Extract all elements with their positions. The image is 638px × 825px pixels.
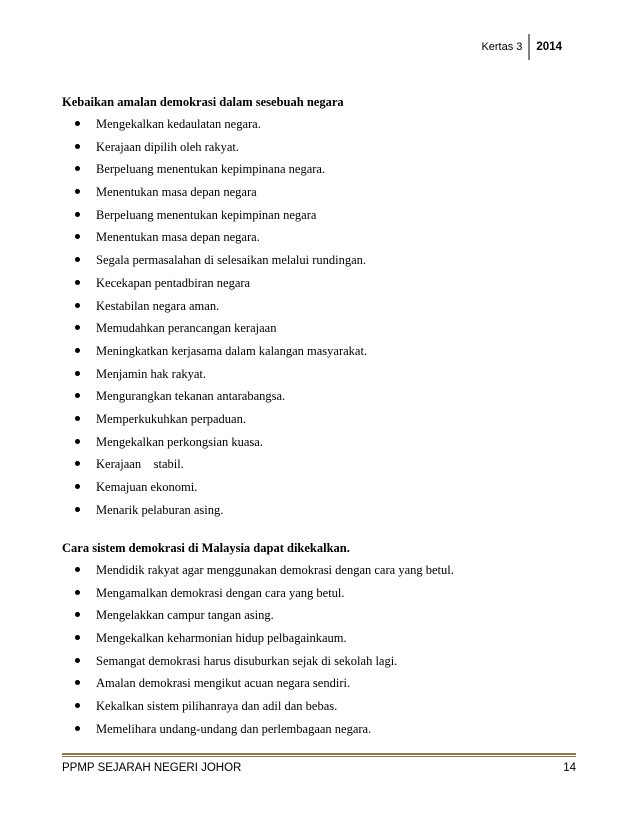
list-item (62, 366, 367, 389)
bullet-icon (75, 144, 80, 149)
list-item-text: Meningkatkan kerjasama dalam kalangan masyarakat. (96, 343, 368, 358)
bullet-icon (75, 703, 80, 708)
bullet-icon (75, 348, 80, 353)
list-item (62, 585, 454, 608)
section-1-list (62, 116, 367, 524)
list-item (62, 411, 367, 434)
list-item-text: Amalan demokrasi mengikut acuan negara sendiri. (96, 676, 351, 691)
bullet-icon (75, 680, 80, 685)
section-2-title: Cara sistem demokrasi di Malaysia dapat dikekalkan. (62, 541, 350, 555)
bullet-icon (75, 507, 80, 512)
bullet-icon (75, 484, 80, 489)
list-item-text: Kecekapan pentadbiran negara (96, 275, 251, 290)
section-1-title: Kebaikan amalan demokrasi dalam sesebuah negara (62, 95, 344, 109)
bullet-icon (75, 371, 80, 376)
bullet-icon (75, 590, 80, 595)
list-item (62, 298, 367, 321)
page-footer (62, 762, 576, 774)
bullet-icon (75, 189, 80, 194)
list-item (62, 320, 367, 343)
footer-rule (62, 753, 576, 755)
list-item-text: Kestabilan negara aman. (96, 298, 220, 313)
bullet-icon (75, 439, 80, 444)
list-item (62, 252, 367, 275)
list-item (62, 653, 454, 676)
list-item-text: Berpeluang menentukan kepimpinan negara (96, 207, 317, 222)
list-item (62, 721, 454, 744)
bullet-icon (75, 461, 80, 466)
list-item-text: Memudahkan perancangan kerajaan (96, 321, 277, 336)
list-item-text: Memperkukuhkan perpaduan. (96, 411, 246, 426)
list-item-text: Menjamin hak rakyat. (96, 366, 207, 381)
list-item-text: Menarik pelaburan asing. (96, 502, 224, 517)
list-item-text: Mengekalkan perkongsian kuasa. (96, 434, 263, 449)
bullet-icon (75, 393, 80, 398)
list-item (62, 388, 367, 411)
list-item-text: Mengekalkan kedaulatan negara. (96, 117, 261, 131)
list-item-text: Menentukan masa depan negara (96, 185, 257, 200)
list-item-text: Kerajaan stabil. (96, 457, 184, 472)
bullet-icon (75, 567, 80, 572)
list-item (62, 479, 367, 502)
list-item (62, 229, 367, 252)
list-item-text: Mendidik rakyat agar menggunakan demokrasi dengan cara yang betul. (96, 563, 454, 577)
bullet-icon (75, 612, 80, 617)
list-item-text: Memelihara undang-undang dan perlembagaan negara. (96, 721, 372, 736)
bullet-icon (75, 257, 80, 262)
list-item (62, 607, 454, 630)
bullet-icon (75, 726, 80, 731)
section-2-list (62, 562, 454, 744)
list-item (62, 116, 367, 139)
list-item-text: Kerajaan dipilih oleh rakyat. (96, 139, 239, 154)
header-paper-label: Kertas 3 (481, 41, 523, 53)
footer-title: PPMP SEJARAH NEGERI JOHOR (62, 762, 242, 774)
bullet-icon (75, 325, 80, 330)
list-item (62, 184, 367, 207)
list-item-text: Segala permasalahan di selesaikan melalui rundingan. (96, 253, 367, 268)
bullet-icon (75, 166, 80, 171)
bullet-icon (75, 280, 80, 285)
bullet-icon (75, 234, 80, 239)
list-item-text: Kekalkan sistem pilihanraya dan adil dan bebas. (96, 699, 338, 714)
list-item-text: Mengekalkan keharmonian hidup pelbagainkaum. (96, 631, 347, 646)
bullet-icon (75, 121, 80, 126)
list-item-text: Berpeluang menentukan kepimpinana negara. (96, 162, 326, 177)
list-item (62, 562, 454, 585)
list-item-text: Mengelakkan campur tangan asing. (96, 608, 274, 623)
list-item (62, 275, 367, 298)
list-item-text: Mengurangkan tekanan antarabangsa. (96, 389, 286, 404)
list-item (62, 207, 367, 230)
list-item (62, 630, 454, 653)
list-item-text: Mengamalkan demokrasi dengan cara yang betul. (96, 585, 345, 600)
bullet-icon (75, 635, 80, 640)
list-item (62, 161, 367, 184)
list-item (62, 456, 367, 479)
list-item-text: Kemajuan ekonomi. (96, 480, 198, 494)
list-item (62, 139, 367, 162)
bullet-icon (75, 658, 80, 663)
page-header (481, 34, 562, 60)
list-item (62, 675, 454, 698)
header-year: 2014 (536, 41, 562, 53)
list-item (62, 343, 367, 366)
bullet-icon (75, 212, 80, 217)
list-item (62, 434, 367, 457)
list-item-text: Menentukan masa depan negara. (96, 230, 260, 245)
footer-rule-thin (62, 756, 576, 757)
bullet-icon (75, 303, 80, 308)
list-item-text: Semangat demokrasi harus disuburkan sejak di sekolah lagi. (96, 653, 398, 668)
page-number: 14 (563, 762, 576, 774)
bullet-icon (75, 416, 80, 421)
list-item (62, 502, 367, 525)
list-item (62, 698, 454, 721)
